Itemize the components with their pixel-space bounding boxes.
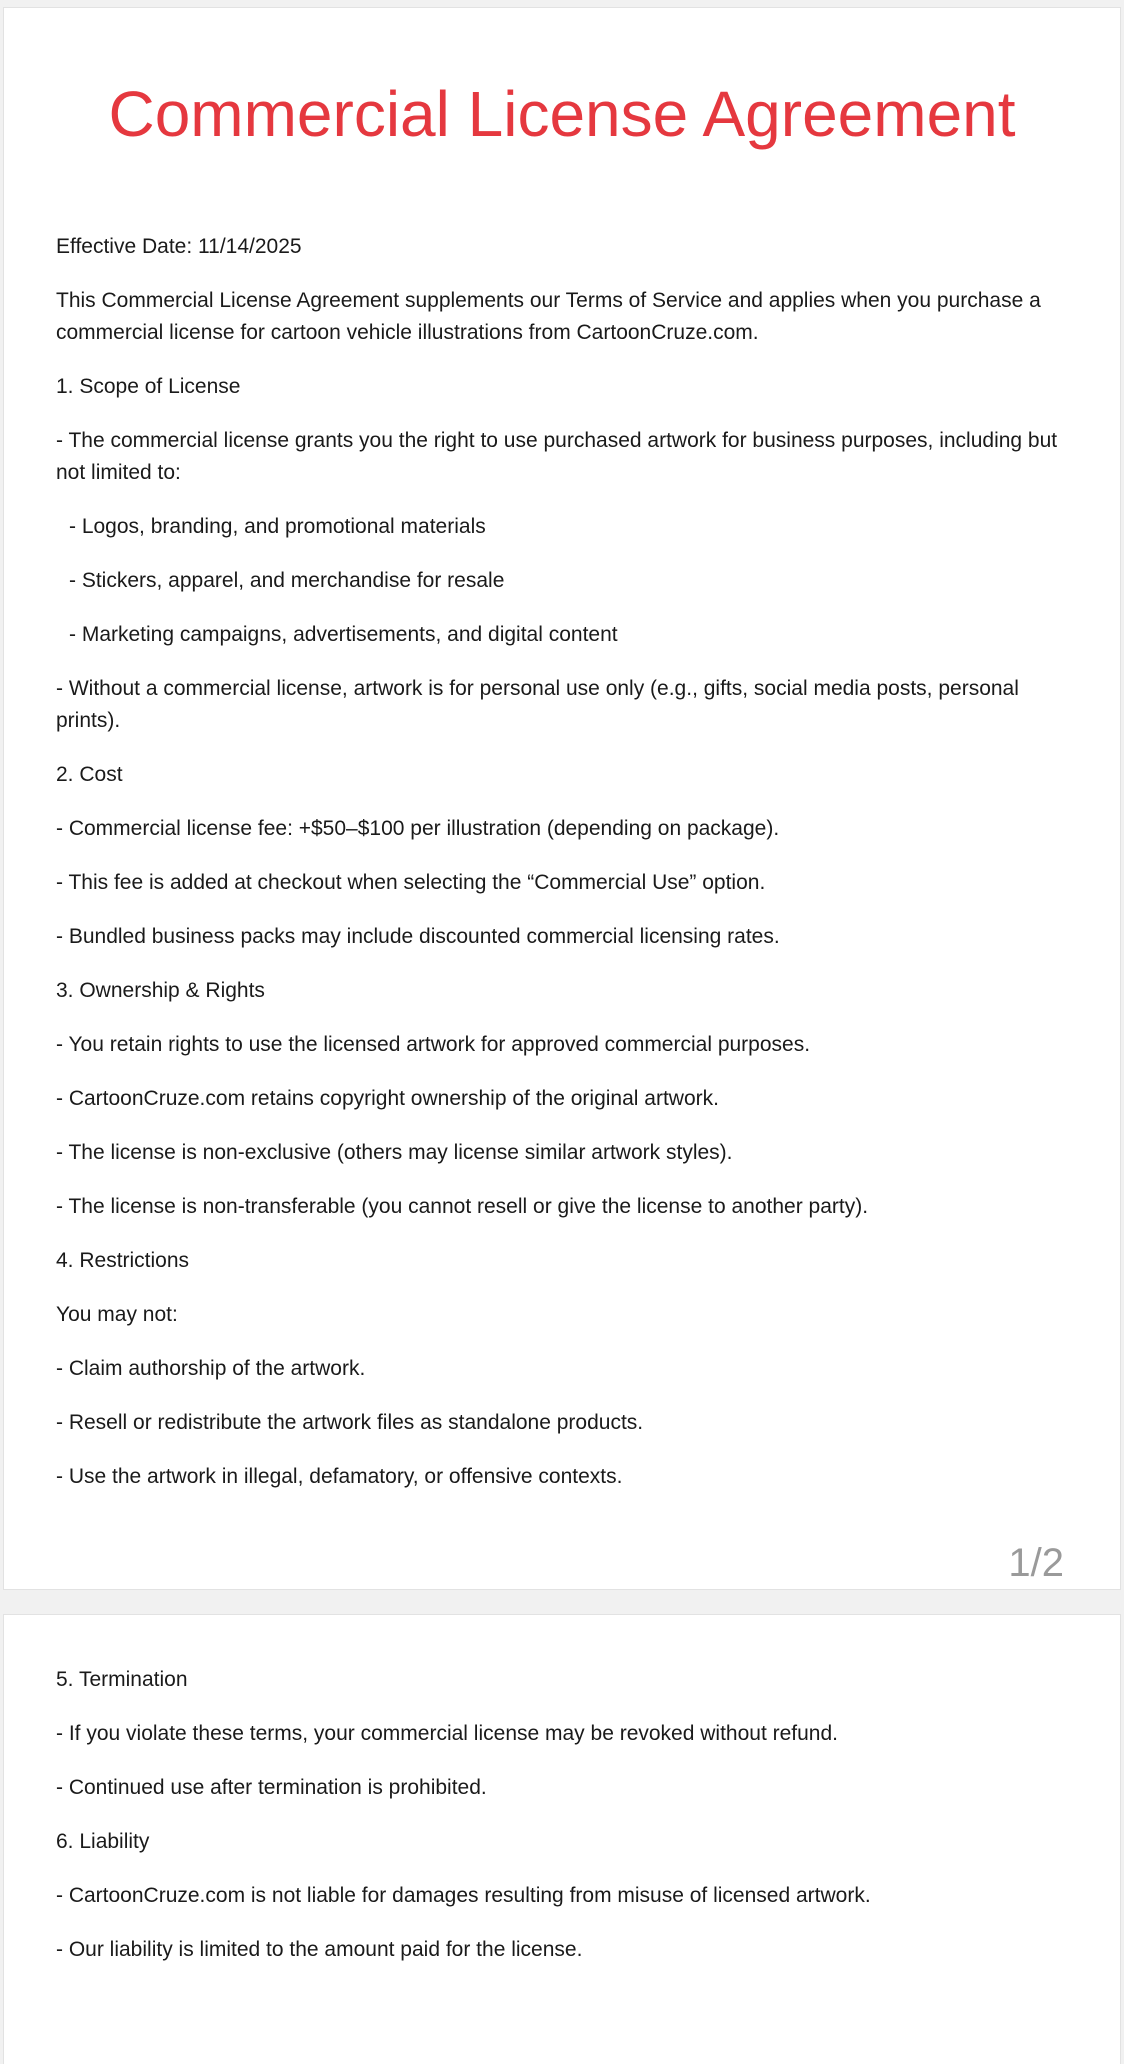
paragraph: - Bundled business packs may include discounted commercial licensing rates. (56, 925, 780, 948)
section-heading: 6. Liability (56, 1830, 150, 1853)
paragraph: - Our liability is limited to the amount paid for the license. (56, 1938, 583, 1961)
paragraph: - Without a commercial license, artwork is for personal use only (e.g., gifts, social media posts, personal prints). (56, 677, 1019, 732)
paragraph: - CartoonCruze.com retains copyright ownership of the original artwork. (56, 1087, 719, 1110)
sub-list-item: - Marketing campaigns, advertisements, and digital content (69, 623, 618, 646)
section-heading: 5. Termination (56, 1668, 188, 1691)
paragraph: - Commercial license fee: +$50–$100 per illustration (depending on package). (56, 817, 780, 840)
page-content (56, 231, 1068, 1515)
paragraph: - The license is non-transferable (you cannot resell or give the license to another party). (56, 1195, 869, 1218)
paragraph: - If you violate these terms, your commercial license may be revoked without refund. (56, 1722, 839, 1745)
paragraph: - Use the artwork in illegal, defamatory, or offensive contexts. (56, 1465, 623, 1488)
paragraph: - CartoonCruze.com is not liable for damages resulting from misuse of licensed artwork. (56, 1884, 871, 1907)
paragraph: - Continued use after termination is prohibited. (56, 1776, 487, 1799)
paragraph: This Commercial License Agreement supplements our Terms of Service and applies when you purchase a commercial license for cartoon vehicle illustrations from CartoonCruze.com. (56, 289, 1041, 344)
paragraph: - Claim authorship of the artwork. (56, 1357, 366, 1380)
document-page-2 (3, 1614, 1121, 2064)
paragraph: - The license is non-exclusive (others may license similar artwork styles). (56, 1141, 733, 1164)
section-heading: 2. Cost (56, 763, 123, 786)
sub-list-item: - Logos, branding, and promotional materials (69, 515, 486, 538)
document-page-1 (3, 7, 1121, 1590)
section-heading: 1. Scope of License (56, 375, 241, 398)
paragraph: Effective Date: 11/14/2025 (56, 235, 302, 258)
page-content (56, 1664, 1068, 1988)
paragraph: - Resell or redistribute the artwork files as standalone products. (56, 1411, 644, 1434)
paragraph: You may not: (56, 1303, 178, 1326)
paragraph: - The commercial license grants you the right to use purchased artwork for business purposes, including but not limited to: (56, 429, 1058, 484)
paragraph: - You retain rights to use the licensed artwork for approved commercial purposes. (56, 1033, 811, 1056)
section-heading: 4. Restrictions (56, 1249, 190, 1272)
page-number: 1/2 (1008, 1541, 1064, 1585)
document-title: Commercial License Agreement (108, 78, 1016, 150)
paragraph: - This fee is added at checkout when selecting the “Commercial Use” option. (56, 871, 766, 894)
section-heading: 3. Ownership & Rights (56, 979, 265, 1002)
sub-list-item: - Stickers, apparel, and merchandise for resale (69, 569, 505, 592)
